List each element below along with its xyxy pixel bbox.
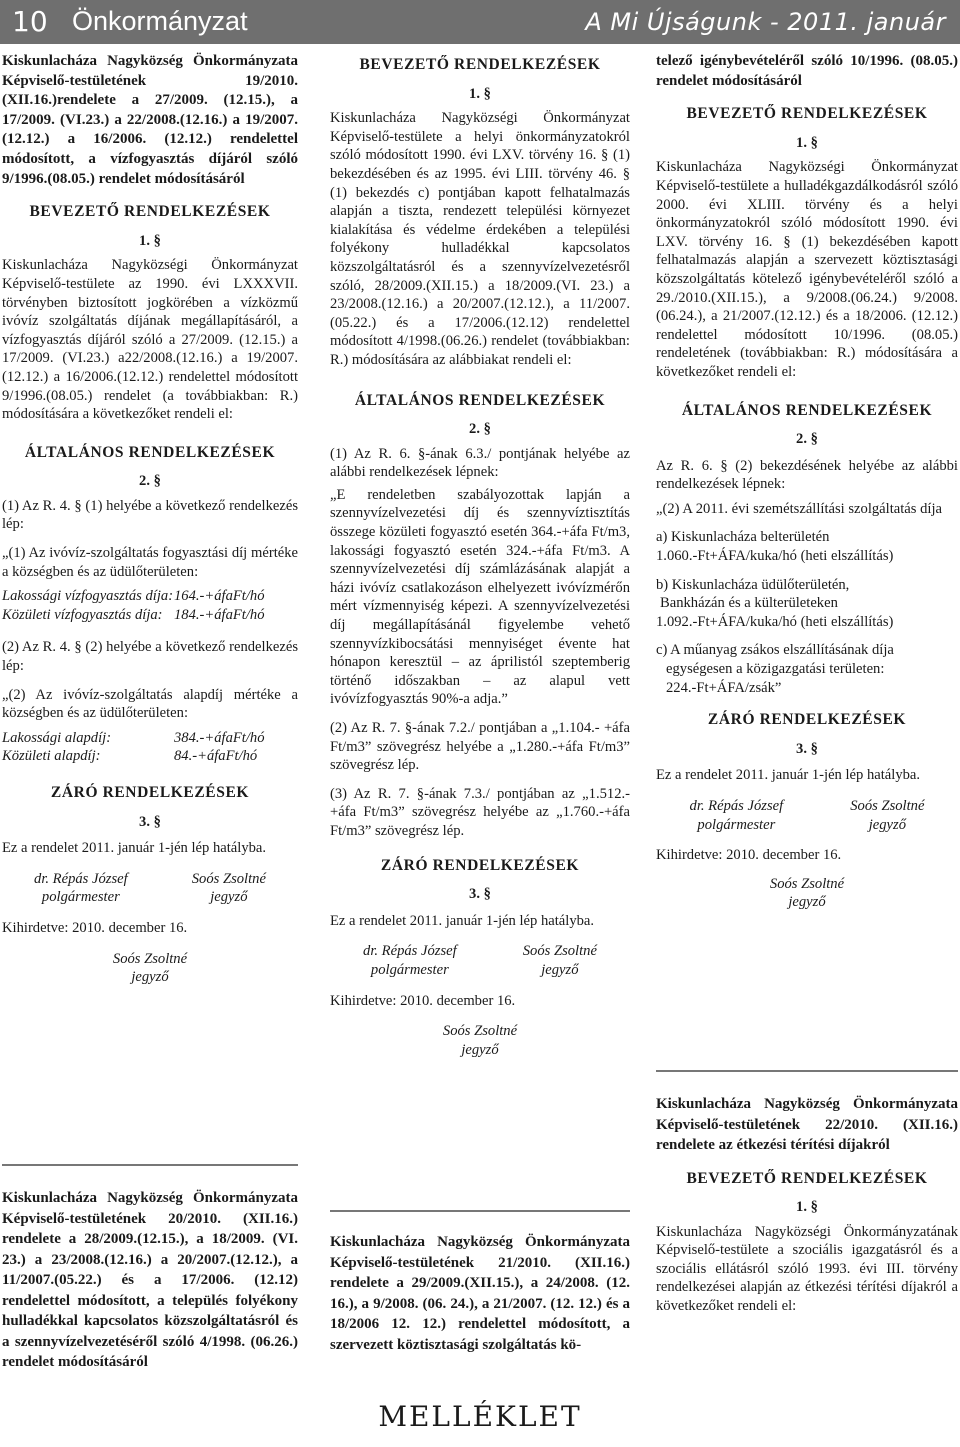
effective-date: Ez a rendelet 2011. január 1-jén lép hatályba. <box>2 840 267 857</box>
fee-item-a: a) Kiskunlacháza belterületén 1.060.-Ft+ÁFA/kuka/hó (heti elszállítás) <box>656 529 894 565</box>
paragraph-number: 3. § <box>469 886 491 903</box>
column-3 <box>656 52 958 912</box>
decree-text: Kiskunlacháza Nagyközségi Önkormányzat Képviselő-testülete a helyi önkormányzatokról szóló módosított 1990. évi LXV. törvény 16. § (1) bekezdésében és az 1995. évi LIII. törvény 46. § (1) bekezdés c) pontjában kapott felhatalmazás alapján a tiszta, rendezett települési környezet kialakítása és védelme érdekében a települési folyékony hulladékkal kapcsolatos közszolgáltatásról és a szennyvízelvezetésről szóló, 28/2009.(XII.15.) a 18/2009.(VI. 23.) a 23/2008.(12.16.) a 20/2007.(12.12.), a 11/2007.(05.22.) és a 17/2006.(12.12) rendelettel módosított 4/1998.(06.26.) rendelet (továbbiakban: R.) módosítására az alábbiakat rendeli el: <box>330 110 630 368</box>
magazine-title: A Mi Újságunk - 2011. január <box>585 8 946 36</box>
decree-text: (1) Az R. 4. § (1) helyébe a következő rendelkezés lép: <box>2 497 298 533</box>
effective-date: Ez a rendelet 2011. január 1-jén lép hatályba. <box>330 912 595 929</box>
paragraph-number: 2. § <box>139 473 161 490</box>
section-heading: ÁLTALÁNOS RENDELKEZÉSEK <box>24 443 276 461</box>
fee-row: Lakossági vízfogyasztás díja: 164.-+áfaFt/hó <box>2 588 265 605</box>
decree-text: (3) Az R. 7. §-ának 7.3./ pontjában az „1.512.- +áfa Ft/m3” szövegrész helyébe az „1.760.-+áfa Ft/m3” szövegrész lép. <box>330 785 630 839</box>
signature-block: Soós Zsoltné jegyző <box>442 1023 518 1058</box>
section-title: Önkormányzat <box>72 6 248 36</box>
announcement-date: Kihirdetve: 2010. december 16. <box>656 847 842 864</box>
paragraph-number: 3. § <box>796 740 818 757</box>
effective-date: Ez a rendelet 2011. január 1-jén lép hatályba. <box>656 767 921 784</box>
decree-text: „E rendeletben szabályozottak lapján a szennyvízelvezetési díj és szennyvíztisztítás összege közületi fogyasztó esetén 364.-+áfa Ft/m3, lakossági fogyasztó esetén 324.-+áfa Ft/m3. A szennyvízelvezetési díj számlázásának alapját a házi ivóvíz csatlakozáson elhelyezett ivóvízmérőn mért vízmennyiség képezi. A szennyvízelvezetési díj megállapításánál figyelembe vehető szennyvízkibocsátási mennyiséget évente hat hónapon keresztül – az áprilistól szeptemberig történő időszakban – az alapul vett ivóvízfogyasztás 90%-a adja.” <box>330 486 630 708</box>
paragraph-number: 1. § <box>469 85 491 102</box>
fee-row: Lakossági alapdíj: 384.-+áfaFt/hó <box>2 729 265 746</box>
paragraph-number: 1. § <box>139 232 161 249</box>
decree-text: „(2) Az ivóvíz-szolgáltatás alapdíj mértéke a községben és az üdülőterületen: <box>2 686 298 722</box>
section-heading: ÁLTALÁNOS RENDELKEZÉSEK <box>681 401 933 419</box>
fee-row: Közületi alapdíj: 84.-+áfaFt/hó <box>2 748 258 765</box>
fee-row: Közületi vízfogyasztás díja: 184.-+áfaFt/hó <box>2 606 265 623</box>
decree-title: Kiskunlacháza Nagyközség Önkormányzata Képviselő-testületének 22/2010. (XII.16.) rendelete az étkezési térítési díjakról <box>656 1096 958 1153</box>
page-header <box>0 0 960 44</box>
announcement-date: Kihirdetve: 2010. december 16. <box>330 992 516 1009</box>
fee-item-c: c) A műanyag zsákos elszállításának díja egységesen a közigazgatási területen: 224.-Ft+ÁFA/zsák” <box>656 642 894 696</box>
decree-title: Kiskunlacháza Nagyközség Önkormányzata Képviselő-testületének 19/2010. (XII.16.)rendelete a 27/2009. (12.15.), a 17/2009. (VI.23.) a 22/2008.(12.16.) a 19/2007.(12.12.) a 16/2006. (12.12.) rendelettel módosított, a vízfogyasztás díjáról szóló 9/1996.(08.05.) rendelet módosításáról <box>2 53 298 187</box>
section-heading: ZÁRÓ RENDELKEZÉSEK <box>50 784 250 801</box>
section-heading: ZÁRÓ RENDELKEZÉSEK <box>380 856 580 874</box>
section-heading: BEVEZETŐ RENDELKEZÉSEK <box>686 1169 928 1187</box>
decree-title: Kiskunlacháza Nagyközség Önkormányzata Képviselő-testületének 21/2010. (XII.16.) rendelete a 29/2009.(XII.15.), a 24/2008. (12. 16.), a 9/2008. (06. 24.), a 21/2007. (12. 12.) és a 18/2006 12. 12.) rendelettel módosított, a szervezett köztisztasági szolgáltatás kö- <box>330 1234 630 1353</box>
divider <box>2 1164 298 1166</box>
column-1 <box>2 52 298 987</box>
decree-text: „(2) A 2011. évi szemétszállítási szolgáltatás díja <box>656 500 942 517</box>
signature-block: dr. Répás József polgármester Soós Zsoltné jegyző <box>363 943 597 978</box>
paragraph-number: 1. § <box>796 134 818 151</box>
decree-text: Kiskunlacháza Nagyközségi Önkormányzat Képviselő-testülete a hulladékgazdálkodásról szóló 2000. évi XLIII. törvény és a helyi önkormányzatokról szóló módosított 1990. évi LXV. törvény 16. § (1) bekezdésében kapott felhatalmazás alapján a szervezett köztisztasági közszolgáltatás kötelező igénybevételéről szóló a 29./2010.(XII.15.), a 9/2008.(06.24.) 9/2008. (06.24.), a 21/2007.(12.12.) és a 18/2006. (12.12.) rendelettel módosított 10/1996. (08.05.) rendeletének (továbbiakban: R.) módosítására a következőket rendeli el: <box>656 159 958 380</box>
signature-block: Soós Zsoltné jegyző <box>769 875 845 911</box>
column-2 <box>330 52 630 1059</box>
decree-text: Az R. 6. § (2) bekezdésének helyébe az alábbi rendelkezések lépnek: <box>656 457 958 493</box>
announcement-date: Kihirdetve: 2010. december 16. <box>2 919 188 936</box>
footer-label: MELLÉKLET <box>378 1400 582 1433</box>
decree-text: Kiskunlacháza Nagyközségi Önkormányzatának Képviselő-testülete a szociális igazgatásról és a szociális ellátásról szóló 1993. évi III. törvény rendelkezései alapján az étkezési térítési díjakról a következőket rendeli el: <box>656 1223 958 1315</box>
fee-item-b: b) Kiskunlacháza üdülőterületén, Bankházán és a külterületeken 1.092.-Ft+ÁFA/kuka/hó (heti elszállítás) <box>656 576 894 630</box>
decree-text: Kiskunlacháza Nagyközségi Önkormányzat Képviselő-testülete az 1990. évi LXXXVII. törvényben biztosított jogkörében a vízközmű ivóvíz szolgáltatás díjának megállapításáról, a vízfogyasztás díjáról szóló a 27/2009. (12.15.) a 17/2009. (VI.23.) a22/2008.(12.16.) a 19/2007.(12.12.) a 16/2006.(12.12.) rendelettel módosított 9/1996.(08.05.) rendelet (a továbbiakban: R.) módosítására a következőket rendeli el: <box>2 257 298 423</box>
paragraph-number: 3. § <box>139 813 161 830</box>
decree-title: Kiskunlacháza Nagyközség Önkormányzata Képviselő-testületének 20/2010. (XII.16.) rendelete a 28/2009.(12.15.), a 18/2009. (VI. 23.) a 23/2008.(12.16.) a 20/2007.(12.12.), a 11/2007.(05.22.) és a 17/2006. (12.12) rendelettel módosított, a település folyékony hulladékkal kapcsolatos közszolgáltatásról és a szennyvízelvezetéséről szóló 4/1998. (06.26.) rendelet módosításáról <box>2 1190 298 1370</box>
decree-title-continued: telező igénybevételéről szóló 10/1996. (08.05.) rendelet módosításáról <box>656 53 958 89</box>
decree-text: (1) Az R. 6. §-ának 6.3./ pontjának helyébe az alábbi rendelkezések lépnek: <box>330 445 630 481</box>
paragraph-number: 1. § <box>796 1199 818 1216</box>
column-3-bottom <box>656 1094 958 1316</box>
paragraph-number: 2. § <box>469 421 491 438</box>
decree-text: (2) Az R. 7. §-ának 7.2./ pontjában a „1.104.- +áfa Ft/m3” szövegrész helyébe a „1.280.-+áfa Ft/m3” szövegrész lép. <box>330 720 630 774</box>
section-heading: BEVEZETŐ RENDELKEZÉSEK <box>359 56 601 73</box>
signature-block: dr. Répás József polgármester Soós Zsoltné jegyző <box>34 870 266 906</box>
paragraph-number: 2. § <box>796 431 818 448</box>
divider <box>330 1210 630 1212</box>
section-heading: BEVEZETŐ RENDELKEZÉSEK <box>29 203 271 221</box>
column-1-bottom <box>2 1188 298 1373</box>
signature-block: dr. Répás József polgármester Soós Zsoltné jegyző <box>689 798 925 833</box>
decree-text: (2) Az R. 4. § (2) helyébe a következő rendelkezés lép: <box>2 639 298 675</box>
section-heading: ÁLTALÁNOS RENDELKEZÉSEK <box>354 391 606 409</box>
section-heading: BEVEZETŐ RENDELKEZÉSEK <box>686 105 928 123</box>
column-2-bottom <box>330 1232 630 1355</box>
section-heading: ZÁRÓ RENDELKEZÉSEK <box>707 711 907 729</box>
divider <box>656 1070 958 1072</box>
signature-block: Soós Zsoltné jegyző <box>112 950 188 986</box>
decree-text: „(1) Az ivóvíz-szolgáltatás fogyasztási díj mértéke a községben és az üdülőterületen: <box>2 545 298 580</box>
page-number: 10 <box>12 5 48 38</box>
